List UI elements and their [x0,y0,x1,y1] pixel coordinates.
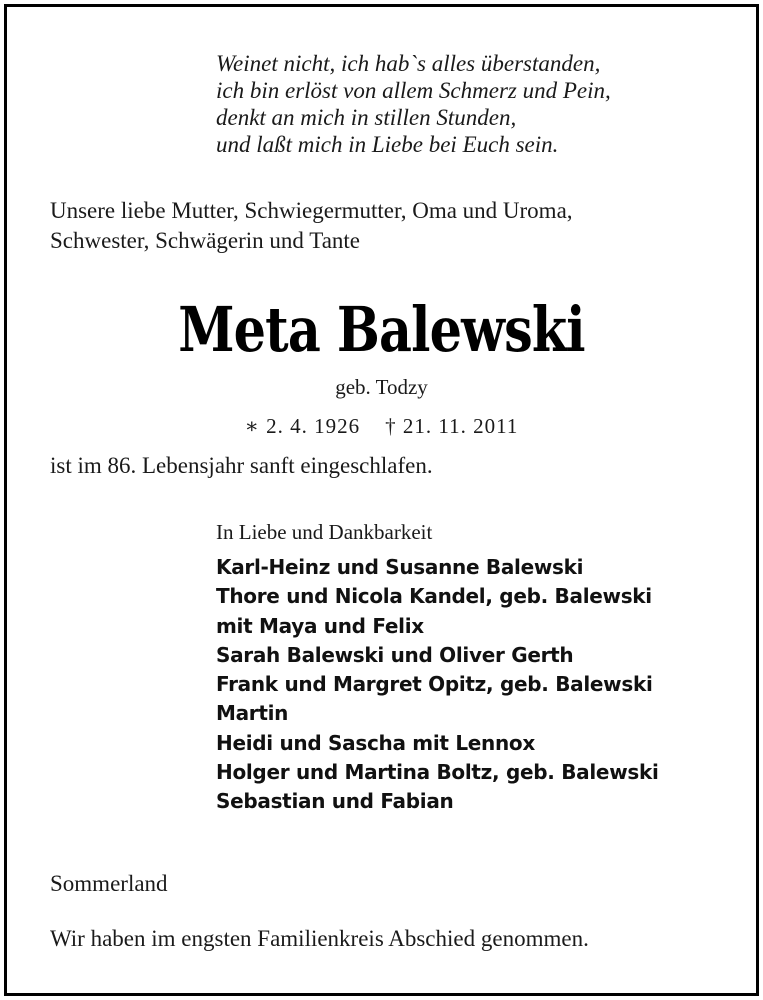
deceased-name: Meta Balewski [178,293,585,366]
poem-line: ich bin erlöst von allem Schmerz und Pein, [216,78,611,103]
mourner-line: Martin [216,701,289,726]
closing-text: Wir haben im engsten Familienkreis Abschied genommen. [50,926,589,951]
mourners-heading: In Liebe und Dankbarkeit [216,520,433,544]
life-dates [0,413,763,439]
place-name: Sommerland [50,871,168,896]
memorial-poem [216,50,696,158]
mourner-line: Sarah Balewski und Oliver Gerth [216,642,574,667]
mourner-line: mit Maya und Felix [216,613,424,638]
poem-line: und laßt mich in Liebe bei Euch sein. [216,132,559,157]
death-date: † 21. 11. 2011 [385,414,519,438]
intro-line: Unsere liebe Mutter, Schwiegermutter, Oma und Uroma, [50,198,573,223]
mourner-line: Sebastian und Fabian [216,789,454,814]
intro-line: Schwester, Schwägerin und Tante [50,228,361,253]
poem-line: denkt an mich in stillen Stunden, [216,105,517,130]
passing-text: ist im 86. Lebensjahr sanft eingeschlafen. [50,453,433,478]
mourners-list [216,553,736,817]
mourner-line: Karl-Heinz und Susanne Balewski [216,555,584,579]
mourner-line: Heidi und Sascha mit Lennox [216,730,535,755]
poem-line: Weinet nicht, ich hab`s alles überstanden, [216,51,601,76]
mourner-line: Holger und Martina Boltz, geb. Balewski [216,760,659,785]
mourner-line: Frank und Margret Opitz, geb. Balewski [216,672,653,697]
intro-text [50,196,730,256]
mourner-line: Thore und Nicola Kandel, geb. Balewski [216,584,652,609]
birth-date: ∗ 2. 4. 1926 [244,414,361,438]
maiden-name: geb. Todzy [335,375,428,399]
date-spacer [360,414,385,438]
